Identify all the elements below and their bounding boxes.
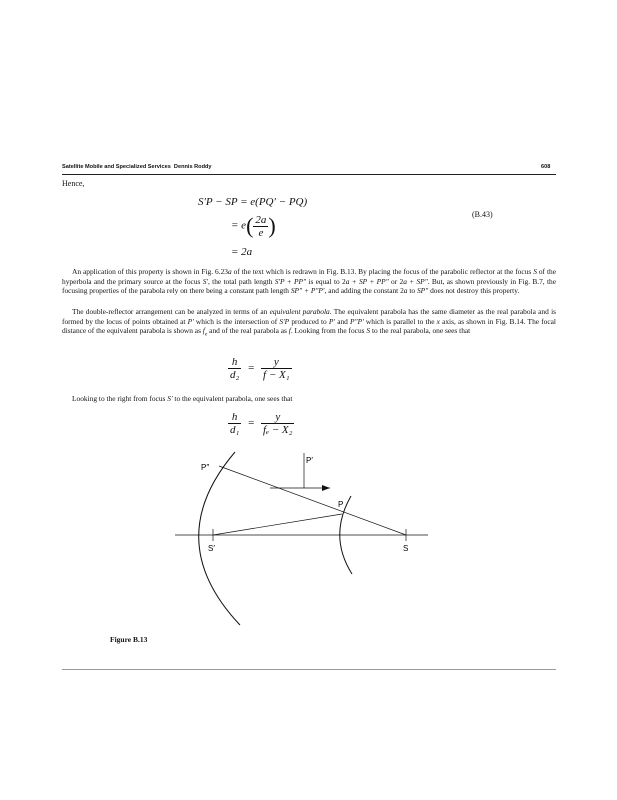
equation-2-equals: = — [248, 417, 255, 430]
equation-2-right-num: y — [275, 411, 281, 423]
p1-d: , the total path length — [208, 276, 275, 286]
equation-2-left-den: d₁ — [230, 424, 240, 436]
p1-h: , and adding the constant 2 — [324, 286, 404, 295]
p2-h-it: f — [288, 326, 291, 335]
p1-j: does not destroy this property. — [428, 286, 520, 295]
ray-p-double-to-s — [219, 466, 406, 535]
p1-a: An application of this property is shown in Fig. 6.23 — [72, 267, 228, 276]
intro-word: Hence, — [62, 179, 85, 188]
p2-i-it: S — [366, 326, 371, 335]
equation-b43-numerator: 2a — [255, 213, 267, 226]
equation-b43-label: (B.43) — [472, 210, 493, 219]
p1-d-it: S′P + PP″ — [274, 276, 307, 286]
label-s: S — [403, 544, 409, 553]
ray-s-prime-to-p — [213, 514, 342, 535]
p1-b: of the text which is redrawn in Fig. B.13. By placing the focus of the parabolic reflector at the focus — [231, 267, 534, 276]
p2-d-it: P′ — [328, 316, 336, 326]
equation-1-left-num: h — [231, 356, 238, 368]
p2-g: axis, as shown in Fig. B.14. The focal distance of the equivalent parabola is shown as — [62, 316, 556, 335]
p1-h-it: a — [403, 286, 408, 295]
label-p-prime: P′ — [306, 456, 313, 465]
equation-1-right-den: f − X₁ — [263, 369, 290, 381]
p1-c: of the hyperbola and the primary source at the focus — [62, 267, 556, 286]
p1-f-it: a + SP″ — [403, 276, 428, 286]
p2-a-it: equivalent parabola — [269, 307, 330, 316]
p3-a-it: S′ — [167, 394, 173, 403]
p1-e-it: a + SP + PP″ — [345, 276, 389, 286]
equation-b43-line1: S′P − SP = e(PQ′ − PQ) — [198, 196, 308, 208]
book-title: Satellite Mobile and Specialized Services — [62, 164, 171, 170]
p2-a: The double-reflector arrangement can be analyzed in terms of an — [72, 307, 270, 316]
p2-c: which is the intersection of — [193, 316, 280, 326]
equation-1-equals: = — [248, 362, 255, 375]
footer-rule — [62, 669, 556, 670]
p1-i: to — [407, 286, 417, 295]
equation-b43-line2: = e( $\frac{2a}{e}$ ) — [231, 213, 276, 239]
parabola-reflector — [199, 452, 240, 625]
p2-f: which is parallel to the — [363, 316, 437, 326]
p1-e: is equal to 2 — [306, 276, 346, 286]
p3-a: Looking to the right from focus — [72, 394, 168, 403]
p2-g-it: f — [202, 326, 205, 335]
label-s-prime: S′ — [208, 544, 215, 553]
equation-2-right-den: fₑ − X₂ — [263, 424, 293, 436]
p1-i-it: SP″ — [416, 286, 429, 295]
p1-g-it: SP″ + P″P′ — [290, 286, 325, 295]
p2-j: to the real parabola, one sees that — [370, 326, 471, 335]
author-name: Dennis Roddy — [173, 164, 212, 170]
p2-g-sub: e — [204, 331, 208, 338]
equation-1-right-num: y — [273, 356, 279, 368]
p2-i: . Looking from the focus — [290, 326, 367, 335]
equation-b43-equals-e: = e — [231, 219, 247, 232]
equation-2-left-num: h — [231, 411, 238, 423]
p2-h: and of the real parabola as — [207, 326, 289, 335]
arrowhead-p-prime — [322, 485, 330, 491]
p1-g: . But, as shown previously in Fig. B.7, the focusing properties of the parabola rely on there being a constant path length — [62, 276, 556, 295]
label-p-double-prime: P″ — [201, 463, 210, 472]
p1-f: or 2 — [388, 276, 404, 286]
p2-f-it: x — [436, 316, 440, 326]
p3-b: to the equivalent parabola, one sees that — [172, 394, 293, 403]
equation-b43-denominator: e — [253, 226, 268, 239]
label-p: P — [338, 500, 344, 509]
equation-b43-line3: = 2a — [231, 246, 253, 258]
p2-e: and — [335, 316, 351, 326]
p2-b: . The equivalent parabola has the same diameter as the real parabola and is formed by the locus of points obtained at — [62, 307, 557, 326]
p1-c-it: S′ — [202, 276, 209, 286]
equation-1-left-den: d₂ — [230, 369, 240, 381]
p2-c-it: S′P — [279, 316, 290, 326]
p2-d: produced to — [289, 316, 329, 326]
page-number: 608 — [541, 164, 551, 170]
p2-b-it: P′ — [187, 316, 194, 326]
figure-caption: Figure B.13 — [110, 635, 148, 644]
p2-e-it: P″P′ — [350, 316, 364, 326]
p1-b-it: S — [533, 267, 537, 276]
p1-a-it: a — [227, 267, 232, 276]
